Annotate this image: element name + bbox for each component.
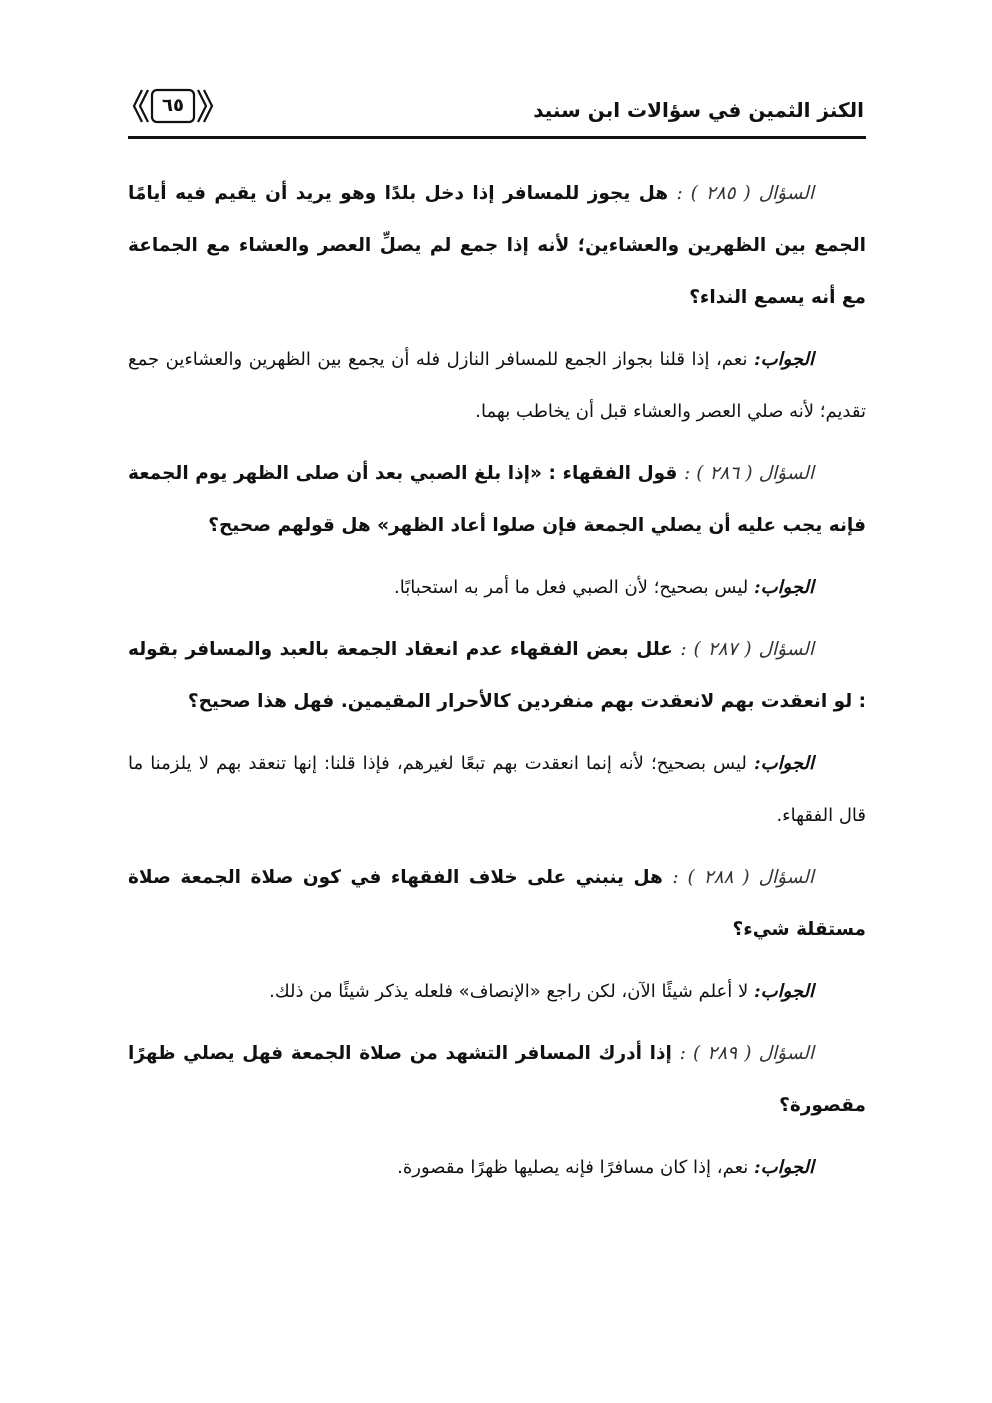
book-title: الكنز الثمين في سؤالات ابن سنيد [533,98,864,122]
question-paragraph [128,624,866,728]
question-text: قول الفقهاء : «إذا بلغ الصبي بعد أن صلى الظهر يوم الجمعة فإنه يجب عليه أن يصلي الجمعة فإن صلوا أعاد الظهر» هل قولهم صحيح؟ [128,463,866,536]
page-number: ٦٥ [162,95,184,116]
question-label: السؤال ( ٢٨٥ ) : [676,183,814,204]
question-text: علل بعض الفقهاء عدم انعقاد الجمعة بالعبد والمسافر بقوله : لو انعقدت بهم لانعقدت بهم منفردين كالأحرار المقيمين. فهل هذا صحيح؟ [128,639,866,712]
question-label: السؤال ( ٢٨٩ ) : [679,1043,815,1064]
answer-paragraph [128,562,866,614]
answer-text: نعم، إذا قلنا بجواز الجمع للمسافر النازل فله أن يجمع بين الظهرين والعشاءين جمع تقديم؛ لأنه صلي العصر والعشاء قبل أن يخاطب بهما. [128,349,866,422]
question-paragraph [128,168,866,324]
page-number-frame [132,86,214,126]
question-paragraph [128,852,866,956]
answer-label: الجواب: [754,981,814,1002]
answer-paragraph [128,334,866,438]
qa-item [128,624,866,842]
answer-paragraph [128,738,866,842]
question-text: إذا أدرك المسافر التشهد من صلاة الجمعة فهل يصلي ظهرًا مقصورة؟ [128,1043,866,1116]
question-label: السؤال ( ٢٨٧ ) : [680,639,814,660]
page-header [128,78,866,138]
qa-item [128,852,866,1018]
qa-item [128,168,866,438]
answer-label: الجواب: [754,577,814,598]
answer-text: ليس بصحيح؛ لأنه إنما انعقدت بهم تبعًا لغيرهم، فإذا قلنا: إنها تنعقد بهم لا يلزمنا ما قال الفقهاء. [128,753,866,826]
qa-item [128,1028,866,1194]
answer-text: ليس بصحيح؛ لأن الصبي فعل ما أمر به استحبابًا. [394,577,749,598]
question-label: السؤال ( ٢٨٦ ) : [683,463,815,484]
answer-text: نعم، إذا كان مسافرًا فإنه يصليها ظهرًا مقصورة. [397,1157,749,1178]
question-label: السؤال ( ٢٨٨ ) : [672,867,814,888]
answer-text: لا أعلم شيئًا الآن، لكن راجع «الإنصاف» فلعله يذكر شيئًا من ذلك. [269,981,749,1002]
answer-paragraph [128,1142,866,1194]
qa-content [128,168,866,1204]
answer-label: الجواب: [754,753,814,774]
question-text: هل يجوز للمسافر إذا دخل بلدًا وهو يريد أن يقيم فيه أيامًا الجمع بين الظهرين والعشاءين؛ لأنه إذا جمع لم يصلِّ العصر والعشاء مع الجماعة مع أنه يسمع النداء؟ [128,183,866,308]
answer-label: الجواب: [754,1157,814,1178]
answer-label: الجواب: [754,349,814,370]
answer-paragraph [128,966,866,1018]
qa-item [128,448,866,614]
question-paragraph [128,1028,866,1132]
header-divider [128,136,866,139]
question-paragraph [128,448,866,552]
question-text: هل ينبني على خلاف الفقهاء في كون صلاة الجمعة صلاة مستقلة شيء؟ [128,867,866,940]
